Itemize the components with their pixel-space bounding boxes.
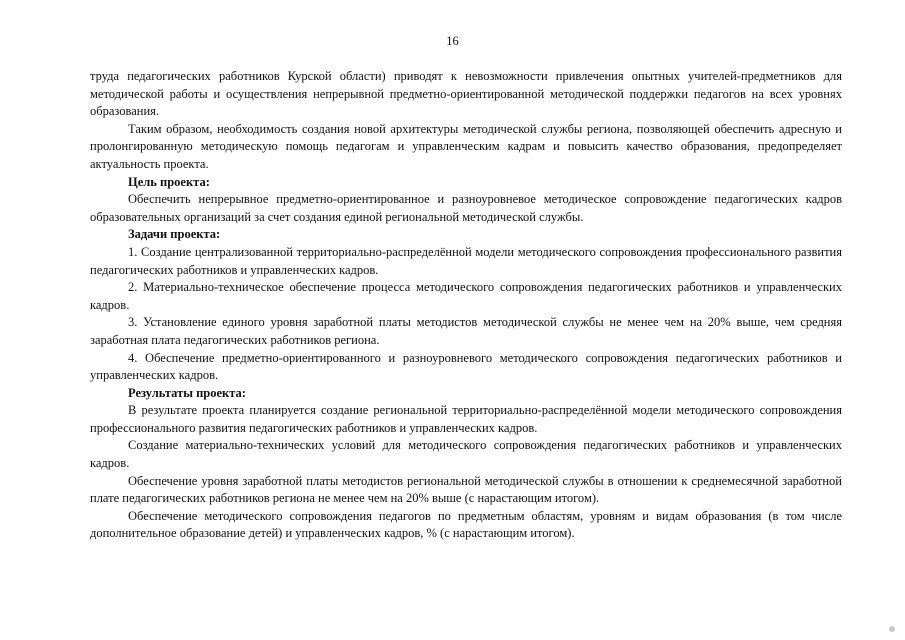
- intro-paragraph: труда педагогических работников Курской области) приводят к невозможности привлечения опытных учителей-предметников для методической работы и осуществления непрерывной предметно-ориентированной методической поддержки педагогов на всех уровнях образования.: [90, 69, 842, 119]
- task-item-3: 3. Установление единого уровня заработной платы методистов методической службы не менее чем на 20% выше, чем средняя заработная плата педагогических работников региона.: [90, 315, 842, 347]
- result-item-3: Обеспечение уровня заработной платы методистов региональной методической службы в отношении к среднемесячной заработной плате педагогических работников региона не менее чем на 20% выше (с нарастающим итогом).: [90, 473, 842, 506]
- task-item-4: 4. Обеспечение предметно-ориентированного и разноуровневого методического сопровождения педагогических работников и управленческих кадров.: [90, 350, 842, 383]
- document-body: [90, 68, 842, 543]
- result-item-4: Обеспечение методического сопровождения педагогов по предметным областям, уровням и видам образования (в том числе дополнительное образование детей) и управленческих кадров, % (с нарастающим итогом).: [90, 508, 842, 541]
- goal-text: Обеспечить непрерывное предметно-ориентированное и разноуровневое методическое сопровождение педагогических кадров образовательных организаций за счет создания единой региональной методической службы.: [90, 192, 842, 224]
- result-item-1: В результате проекта планируется создание региональной территориально-распределённой модели методического сопровождения профессионального развития педагогических работников и управленческих кадров.: [90, 403, 842, 435]
- task-item-1: 1. Создание централизованной территориально-распределённой модели методического сопровождения профессионального развития педагогических работников и управленческих кадров.: [90, 244, 842, 277]
- scan-dot-mark: [889, 626, 895, 632]
- conclusion-paragraph: Таким образом, необходимость создания новой архитектуры методической службы региона, позволяющей обеспечить адресную и пролонгированную методическую помощь педагогам и управленческим кадрам и повысить качество образования, предопределяет актуальность проекта.: [90, 121, 842, 171]
- goal-heading: Цель проекта:: [128, 174, 210, 189]
- task-item-2: 2. Материально-техническое обеспечение процесса методического сопровождения педагогических работников и управленческих кадров.: [90, 280, 842, 312]
- result-item-2: Создание материально-технических условий для методического сопровождения педагогических работников и управленческих кадров.: [90, 438, 842, 471]
- tasks-heading: Задачи проекта:: [128, 227, 221, 242]
- results-heading: Результаты проекта:: [128, 385, 246, 400]
- page-number: 16: [446, 34, 459, 48]
